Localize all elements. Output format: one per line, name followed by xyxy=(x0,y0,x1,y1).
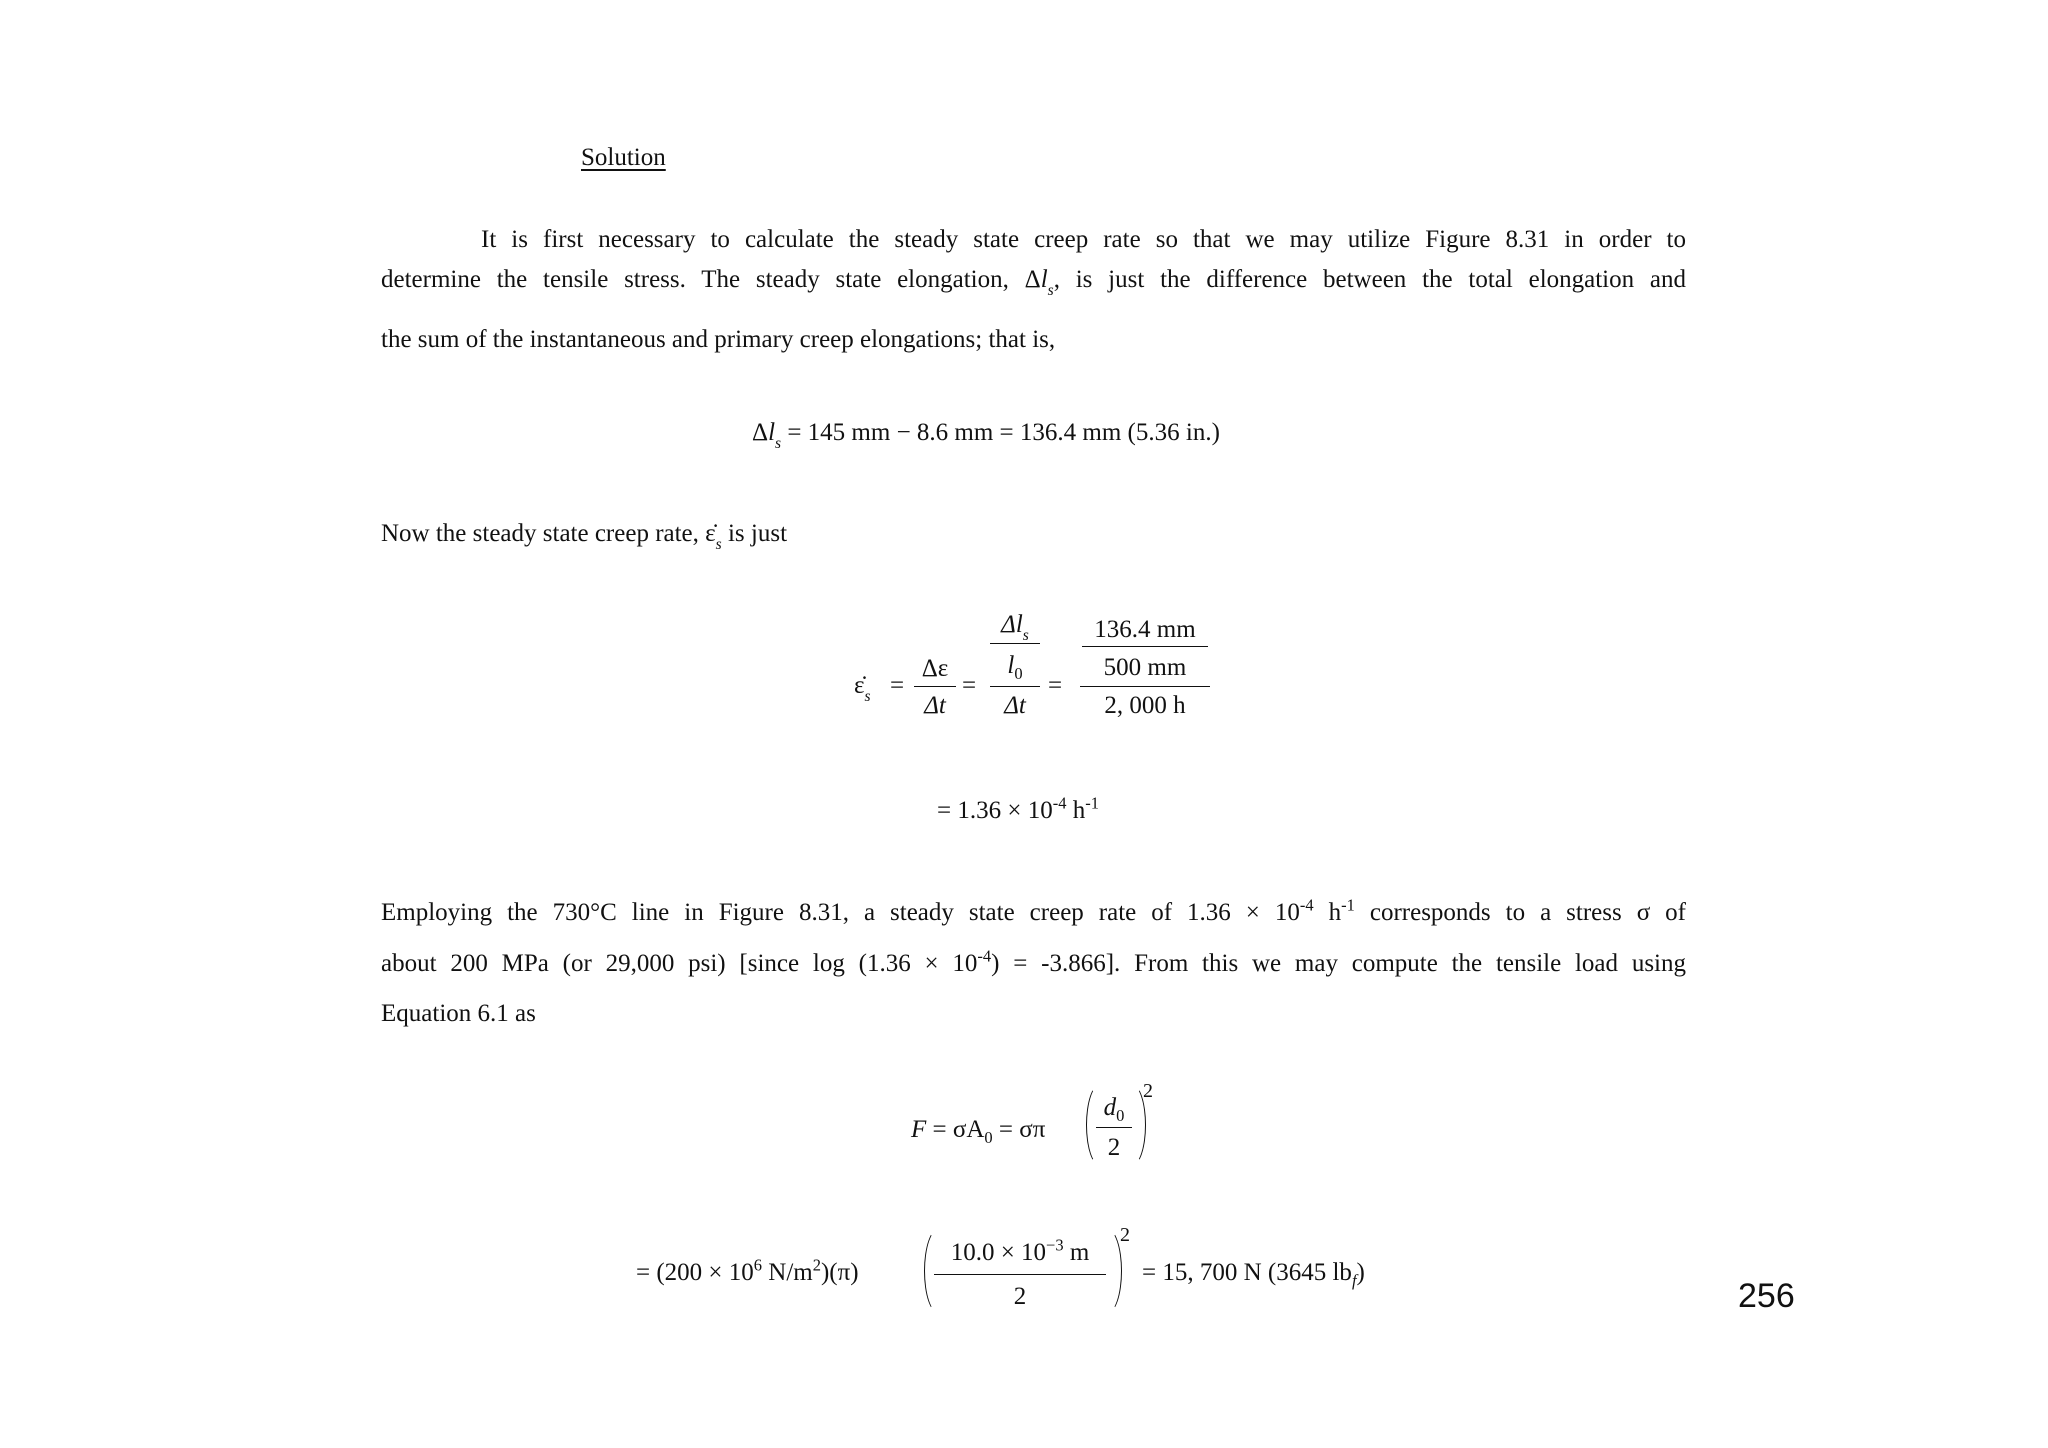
eq4-right-paren xyxy=(1118,1084,1146,1166)
para2-line-1-c: corresponds to a stress σ of xyxy=(1354,899,1687,926)
eq2-frac2-num-bot xyxy=(990,652,1040,683)
eq5-power: 2 xyxy=(1120,1224,1130,1246)
eq1-sub: s xyxy=(775,435,782,452)
para2-line-2-b: ) = -3.866]. From this we may compute the tensile load using xyxy=(991,950,1686,977)
eq2-frac1-num: Δε xyxy=(921,655,949,682)
para2-line-1-a: Employing the 730°C line in Figure 8.31, a steady state creep rate of 1.36 × 10 xyxy=(381,899,1300,926)
eq2-l0-sub: 0 xyxy=(1014,664,1023,683)
eq5-result xyxy=(1142,1259,1365,1290)
eq3-unit: h xyxy=(1066,797,1086,824)
eq2-frac2-den: Δt xyxy=(1004,692,1026,719)
eq5-result-sub: f xyxy=(1351,1271,1357,1290)
page-number: 256 xyxy=(1738,1277,1795,1315)
eq2-frac3-bar xyxy=(1080,686,1210,687)
eq4-lhs xyxy=(911,1116,1046,1147)
eq4-d: d xyxy=(1103,1094,1117,1121)
subscript-s: s xyxy=(1047,282,1054,299)
eq2-frac1-bar xyxy=(914,686,956,687)
eq2-frac3-mid: 500 mm xyxy=(1103,654,1187,681)
eq5-result-value: = 15, 700 N (3645 lb xyxy=(1142,1259,1352,1286)
eq2-frac3-top: 136.4 mm xyxy=(1094,616,1196,643)
creep-sentence-start: Now the steady state creep rate, xyxy=(381,520,706,547)
para2-exp-2: -1 xyxy=(1341,895,1355,915)
intro-line-3: the sum of the instantaneous and primary creep elongations; that is, xyxy=(381,326,1056,353)
eq3-unit-exp: -1 xyxy=(1085,793,1099,813)
intro-line-2-start: determine the tensile stress. The steady state elongation, Δ xyxy=(381,266,1041,293)
equation-creep-rate-result xyxy=(937,793,1099,825)
eq4-mid: = σA xyxy=(926,1116,985,1143)
eq5-frac-num xyxy=(932,1235,1108,1267)
eq4-F: F xyxy=(911,1116,927,1143)
eq5-frac-den: 2 xyxy=(1013,1283,1027,1310)
eq5-right-paren xyxy=(1092,1228,1122,1314)
para2-line-2 xyxy=(381,946,1686,978)
eq2-frac3-inner-bar xyxy=(1082,646,1208,647)
delta-l-variable: l xyxy=(1040,266,1048,293)
eq2-frac3-bot: 2, 000 h xyxy=(1104,692,1186,719)
solution-heading: Solution xyxy=(581,144,666,171)
eq5-num-a: 10.0 × 10 xyxy=(950,1239,1047,1266)
eq1-delta: Δ xyxy=(752,419,769,446)
intro-line-2-end: , is just the difference between the total elongation and xyxy=(1053,266,1686,293)
equation-steady-elongation xyxy=(752,419,1220,452)
para2-line-2-a: about 200 MPa (or 29,000 psi) [since log (1.36 × 10 xyxy=(381,950,978,977)
eq2-frac2-bar xyxy=(990,686,1040,687)
eq5-num-b: m xyxy=(1063,1239,1090,1266)
eq5-prefix-a: = (200 × 10 xyxy=(636,1259,754,1286)
eq2-frac2-num-top xyxy=(990,611,1040,644)
eq3-exp: -4 xyxy=(1052,793,1067,813)
eq4-d-sub: 0 xyxy=(1116,1106,1125,1125)
eq5-num-exp: −3 xyxy=(1046,1235,1064,1255)
eq4-power: 2 xyxy=(1143,1080,1153,1102)
para2-exp-3: -4 xyxy=(977,946,992,966)
eq2-delta-l-sub: s xyxy=(1022,627,1029,644)
eq2-l0: l xyxy=(1007,652,1015,679)
eq4-rhs: = σπ xyxy=(992,1116,1046,1143)
eq2-lhs-sub: s xyxy=(864,688,871,705)
creep-rate-sentence xyxy=(381,520,788,553)
creep-sentence-end: is just xyxy=(721,520,788,547)
eq4-frac-den: 2 xyxy=(1107,1134,1121,1161)
eq2-equals-1: = xyxy=(890,672,905,699)
para2-exp-1: -4 xyxy=(1299,895,1314,915)
eq2-equals-3: = xyxy=(1048,672,1063,699)
eq1-var: l xyxy=(768,419,776,446)
eq2-delta-l: Δl xyxy=(1001,611,1023,638)
para2-line-1-b: h xyxy=(1313,899,1342,926)
eq5-prefix-c: )(π) xyxy=(820,1259,859,1286)
eq5-result-end: ) xyxy=(1356,1259,1365,1286)
eq1-rhs: = 145 mm − 8.6 mm = 136.4 mm (5.36 in.) xyxy=(781,419,1220,446)
eq4-mid-sub: 0 xyxy=(984,1128,993,1147)
eq5-frac-bar xyxy=(934,1274,1106,1275)
eq2-lhs xyxy=(854,672,871,705)
eq5-prefix-exp2: 2 xyxy=(812,1255,821,1275)
eq5-prefix-b: N/m xyxy=(762,1259,813,1286)
eq2-frac1-den: Δt xyxy=(924,692,946,719)
eq2-frac2-inner-bar xyxy=(990,643,1040,644)
eq3-value: = 1.36 × 10 xyxy=(937,797,1053,824)
eq2-lhs-symbol: ε̇ xyxy=(854,672,865,699)
eq5-prefix xyxy=(636,1255,859,1287)
para2-line-3: Equation 6.1 as xyxy=(381,1000,536,1027)
intro-line-1: It is first necessary to calculate the steady state creep rate so that we may utilize Figure 8.31 in order to xyxy=(481,226,1686,253)
creep-rate-sub: s xyxy=(715,536,722,553)
eq5-prefix-exp: 6 xyxy=(753,1255,763,1275)
eq2-equals-2: = xyxy=(962,672,977,699)
para2-line-1 xyxy=(381,895,1687,927)
creep-rate-symbol: ε̇ xyxy=(705,520,716,547)
intro-line-2 xyxy=(381,266,1686,299)
